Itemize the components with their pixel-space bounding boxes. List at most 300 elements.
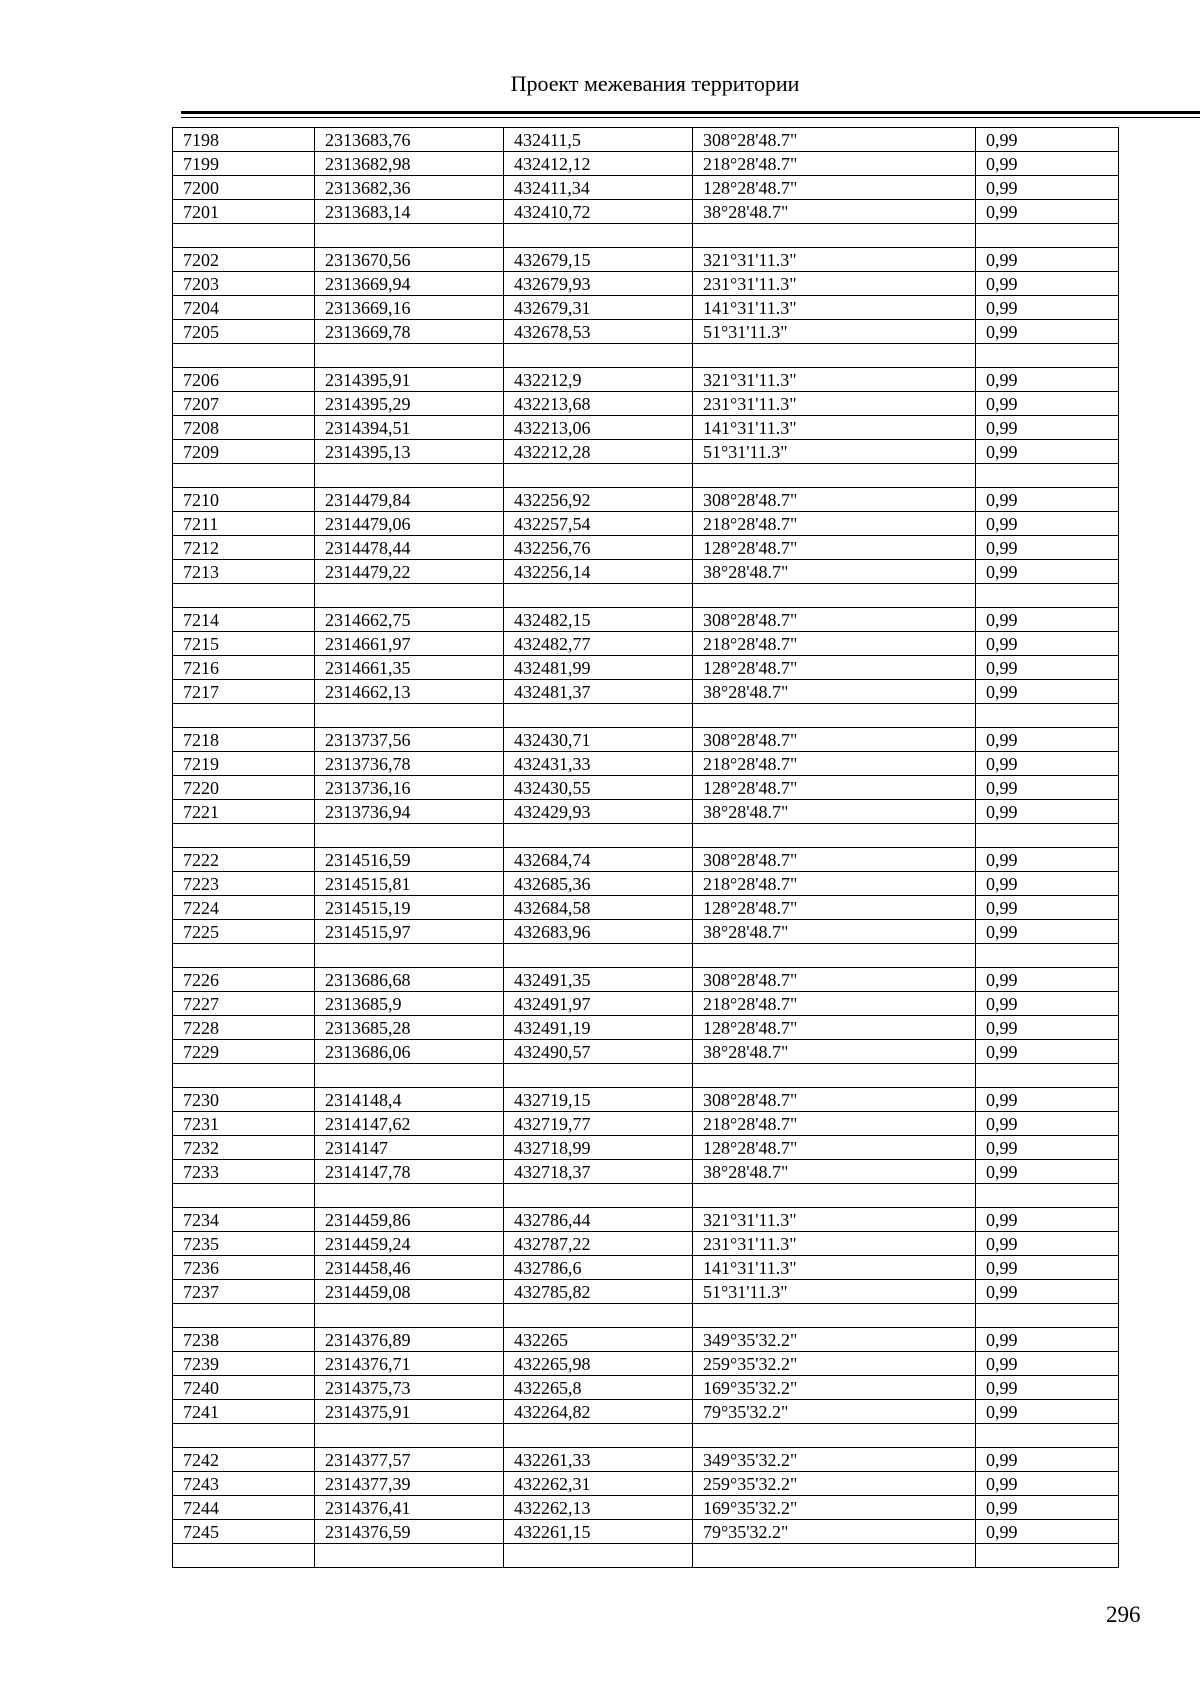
cell-y-coordinate: 432257,54 [504, 512, 693, 536]
table-row [173, 1136, 1119, 1160]
cell-y-coordinate: 432491,35 [504, 968, 693, 992]
cell-point-number: 7215 [173, 632, 315, 656]
cell-x-coordinate [315, 224, 504, 248]
cell-direction-angle: 308°28'48.7" [693, 488, 976, 512]
cell-direction-angle: 128°28'48.7" [693, 656, 976, 680]
cell-x-coordinate [315, 1184, 504, 1208]
cell-x-coordinate [315, 584, 504, 608]
cell-point-number: 7203 [173, 272, 315, 296]
cell-direction-angle: 128°28'48.7" [693, 536, 976, 560]
cell-direction-angle [693, 1184, 976, 1208]
cell-y-coordinate: 432786,6 [504, 1256, 693, 1280]
cell-distance [976, 1304, 1119, 1328]
cell-distance [976, 584, 1119, 608]
cell-point-number: 7213 [173, 560, 315, 584]
cell-y-coordinate: 432786,44 [504, 1208, 693, 1232]
table-row [173, 776, 1119, 800]
cell-point-number: 7209 [173, 440, 315, 464]
cell-point-number: 7229 [173, 1040, 315, 1064]
table-row [173, 416, 1119, 440]
cell-direction-angle [693, 944, 976, 968]
cell-distance [976, 1544, 1119, 1568]
cell-direction-angle: 38°28'48.7" [693, 1040, 976, 1064]
cell-direction-angle: 308°28'48.7" [693, 728, 976, 752]
cell-point-number: 7242 [173, 1448, 315, 1472]
cell-distance: 0,99 [976, 1448, 1119, 1472]
cell-x-coordinate: 2314376,41 [315, 1496, 504, 1520]
cell-y-coordinate [504, 464, 693, 488]
table-row [173, 1424, 1119, 1448]
cell-distance: 0,99 [976, 1280, 1119, 1304]
table-row [173, 680, 1119, 704]
cell-x-coordinate [315, 1544, 504, 1568]
cell-point-number: 7236 [173, 1256, 315, 1280]
cell-distance: 0,99 [976, 848, 1119, 872]
cell-point-number [173, 1304, 315, 1328]
cell-point-number: 7201 [173, 200, 315, 224]
table-row [173, 584, 1119, 608]
cell-direction-angle: 128°28'48.7" [693, 896, 976, 920]
cell-y-coordinate: 432262,13 [504, 1496, 693, 1520]
cell-y-coordinate: 432679,31 [504, 296, 693, 320]
cell-point-number: 7207 [173, 392, 315, 416]
cell-direction-angle: 218°28'48.7" [693, 152, 976, 176]
table-row [173, 176, 1119, 200]
cell-x-coordinate: 2314478,44 [315, 536, 504, 560]
cell-distance: 0,99 [976, 1400, 1119, 1424]
cell-y-coordinate: 432678,53 [504, 320, 693, 344]
cell-x-coordinate [315, 464, 504, 488]
cell-distance: 0,99 [976, 1016, 1119, 1040]
table-row [173, 248, 1119, 272]
cell-point-number: 7239 [173, 1352, 315, 1376]
cell-x-coordinate: 2313669,16 [315, 296, 504, 320]
cell-x-coordinate: 2313682,36 [315, 176, 504, 200]
table-row [173, 1520, 1119, 1544]
cell-x-coordinate: 2314377,57 [315, 1448, 504, 1472]
cell-point-number: 7199 [173, 152, 315, 176]
cell-y-coordinate [504, 1184, 693, 1208]
table-row [173, 1064, 1119, 1088]
cell-distance: 0,99 [976, 1208, 1119, 1232]
cell-direction-angle: 349°35'32.2" [693, 1328, 976, 1352]
cell-y-coordinate: 432491,19 [504, 1016, 693, 1040]
cell-direction-angle: 38°28'48.7" [693, 560, 976, 584]
table-row [173, 272, 1119, 296]
cell-point-number [173, 944, 315, 968]
cell-distance: 0,99 [976, 1136, 1119, 1160]
cell-distance: 0,99 [976, 1160, 1119, 1184]
table-row [173, 872, 1119, 896]
cell-y-coordinate: 432481,37 [504, 680, 693, 704]
cell-y-coordinate [504, 224, 693, 248]
cell-x-coordinate: 2314459,24 [315, 1232, 504, 1256]
cell-x-coordinate: 2313737,56 [315, 728, 504, 752]
cell-direction-angle: 259°35'32.2" [693, 1352, 976, 1376]
table-row [173, 1184, 1119, 1208]
cell-direction-angle: 308°28'48.7" [693, 608, 976, 632]
cell-direction-angle: 38°28'48.7" [693, 680, 976, 704]
cell-x-coordinate [315, 1424, 504, 1448]
cell-x-coordinate: 2314377,39 [315, 1472, 504, 1496]
cell-point-number: 7243 [173, 1472, 315, 1496]
cell-point-number: 7212 [173, 536, 315, 560]
cell-distance: 0,99 [976, 656, 1119, 680]
cell-x-coordinate [315, 344, 504, 368]
cell-x-coordinate [315, 944, 504, 968]
cell-x-coordinate: 2313685,9 [315, 992, 504, 1016]
table-row [173, 152, 1119, 176]
cell-point-number [173, 1064, 315, 1088]
cell-distance: 0,99 [976, 416, 1119, 440]
cell-point-number [173, 464, 315, 488]
cell-point-number: 7222 [173, 848, 315, 872]
cell-point-number [173, 584, 315, 608]
cell-distance [976, 1424, 1119, 1448]
cell-point-number: 7204 [173, 296, 315, 320]
cell-x-coordinate: 2313683,76 [315, 128, 504, 152]
cell-x-coordinate: 2314661,35 [315, 656, 504, 680]
table-row [173, 488, 1119, 512]
cell-point-number: 7244 [173, 1496, 315, 1520]
table-row [173, 968, 1119, 992]
table-row [173, 1208, 1119, 1232]
cell-y-coordinate [504, 1304, 693, 1328]
cell-direction-angle: 308°28'48.7" [693, 968, 976, 992]
cell-x-coordinate: 2314662,13 [315, 680, 504, 704]
cell-y-coordinate: 432490,57 [504, 1040, 693, 1064]
cell-distance: 0,99 [976, 176, 1119, 200]
table-row [173, 1472, 1119, 1496]
cell-direction-angle: 349°35'32.2" [693, 1448, 976, 1472]
cell-distance: 0,99 [976, 248, 1119, 272]
cell-direction-angle: 51°31'11.3" [693, 1280, 976, 1304]
cell-direction-angle: 308°28'48.7" [693, 848, 976, 872]
cell-y-coordinate [504, 1424, 693, 1448]
cell-direction-angle: 321°31'11.3" [693, 1208, 976, 1232]
page-number: 296 [1106, 1602, 1141, 1627]
cell-distance [976, 464, 1119, 488]
table-row [173, 512, 1119, 536]
cell-direction-angle [693, 584, 976, 608]
cell-point-number: 7233 [173, 1160, 315, 1184]
cell-point-number: 7223 [173, 872, 315, 896]
cell-point-number: 7214 [173, 608, 315, 632]
cell-distance [976, 704, 1119, 728]
table-row [173, 1544, 1119, 1568]
cell-direction-angle: 79°35'32.2" [693, 1520, 976, 1544]
cell-x-coordinate: 2314459,86 [315, 1208, 504, 1232]
cell-distance: 0,99 [976, 992, 1119, 1016]
cell-y-coordinate: 432411,5 [504, 128, 693, 152]
table-row [173, 224, 1119, 248]
coordinates-table [172, 127, 1119, 1568]
table-row [173, 560, 1119, 584]
cell-point-number: 7206 [173, 368, 315, 392]
cell-direction-angle: 231°31'11.3" [693, 392, 976, 416]
cell-x-coordinate [315, 704, 504, 728]
cell-direction-angle [693, 344, 976, 368]
cell-y-coordinate: 432256,76 [504, 536, 693, 560]
cell-y-coordinate: 432785,82 [504, 1280, 693, 1304]
cell-x-coordinate: 2314515,81 [315, 872, 504, 896]
coordinates-table-body [173, 128, 1119, 1568]
cell-y-coordinate: 432265,98 [504, 1352, 693, 1376]
cell-y-coordinate: 432212,28 [504, 440, 693, 464]
table-row [173, 536, 1119, 560]
cell-y-coordinate [504, 584, 693, 608]
cell-point-number [173, 224, 315, 248]
cell-x-coordinate: 2313669,94 [315, 272, 504, 296]
cell-direction-angle: 218°28'48.7" [693, 992, 976, 1016]
table-row [173, 1496, 1119, 1520]
cell-point-number: 7211 [173, 512, 315, 536]
cell-y-coordinate: 432412,12 [504, 152, 693, 176]
cell-x-coordinate: 2314375,91 [315, 1400, 504, 1424]
cell-y-coordinate: 432264,82 [504, 1400, 693, 1424]
header-rule-thin [181, 117, 1200, 118]
cell-direction-angle: 169°35'32.2" [693, 1496, 976, 1520]
table-row [173, 368, 1119, 392]
table-row [173, 1112, 1119, 1136]
cell-direction-angle [693, 1424, 976, 1448]
cell-point-number: 7226 [173, 968, 315, 992]
table-row [173, 1448, 1119, 1472]
cell-x-coordinate: 2313685,28 [315, 1016, 504, 1040]
table-row [173, 1160, 1119, 1184]
table-row [173, 800, 1119, 824]
cell-y-coordinate: 432684,74 [504, 848, 693, 872]
table-row [173, 1280, 1119, 1304]
cell-distance: 0,99 [976, 896, 1119, 920]
cell-x-coordinate: 2314479,84 [315, 488, 504, 512]
cell-distance: 0,99 [976, 1328, 1119, 1352]
cell-point-number: 7232 [173, 1136, 315, 1160]
cell-distance: 0,99 [976, 488, 1119, 512]
cell-point-number [173, 344, 315, 368]
cell-direction-angle: 128°28'48.7" [693, 1016, 976, 1040]
cell-y-coordinate: 432430,71 [504, 728, 693, 752]
cell-y-coordinate: 432683,96 [504, 920, 693, 944]
table-row [173, 392, 1119, 416]
cell-direction-angle: 218°28'48.7" [693, 752, 976, 776]
cell-point-number [173, 1184, 315, 1208]
table-row [173, 848, 1119, 872]
cell-direction-angle: 38°28'48.7" [693, 200, 976, 224]
table-row [173, 656, 1119, 680]
cell-distance: 0,99 [976, 1376, 1119, 1400]
cell-y-coordinate: 432265 [504, 1328, 693, 1352]
cell-x-coordinate: 2314515,19 [315, 896, 504, 920]
table-row [173, 632, 1119, 656]
cell-direction-angle: 218°28'48.7" [693, 1112, 976, 1136]
cell-direction-angle: 38°28'48.7" [693, 800, 976, 824]
table-row [173, 752, 1119, 776]
cell-y-coordinate: 432685,36 [504, 872, 693, 896]
cell-y-coordinate: 432213,06 [504, 416, 693, 440]
cell-x-coordinate: 2314458,46 [315, 1256, 504, 1280]
cell-point-number: 7208 [173, 416, 315, 440]
cell-distance: 0,99 [976, 1256, 1119, 1280]
cell-point-number: 7219 [173, 752, 315, 776]
cell-direction-angle [693, 1544, 976, 1568]
cell-y-coordinate: 432212,9 [504, 368, 693, 392]
cell-direction-angle: 321°31'11.3" [693, 368, 976, 392]
cell-point-number: 7231 [173, 1112, 315, 1136]
cell-x-coordinate [315, 1304, 504, 1328]
cell-x-coordinate [315, 824, 504, 848]
table-row [173, 728, 1119, 752]
cell-direction-angle: 308°28'48.7" [693, 1088, 976, 1112]
table-row [173, 464, 1119, 488]
cell-direction-angle: 259°35'32.2" [693, 1472, 976, 1496]
cell-x-coordinate: 2314479,06 [315, 512, 504, 536]
cell-y-coordinate [504, 704, 693, 728]
cell-direction-angle [693, 824, 976, 848]
cell-distance: 0,99 [976, 752, 1119, 776]
cell-y-coordinate: 432431,33 [504, 752, 693, 776]
cell-distance [976, 824, 1119, 848]
cell-direction-angle: 141°31'11.3" [693, 1256, 976, 1280]
cell-x-coordinate: 2314375,73 [315, 1376, 504, 1400]
cell-x-coordinate: 2314376,71 [315, 1352, 504, 1376]
table-row [173, 1376, 1119, 1400]
cell-y-coordinate: 432684,58 [504, 896, 693, 920]
cell-y-coordinate: 432491,97 [504, 992, 693, 1016]
cell-point-number: 7224 [173, 896, 315, 920]
table-row [173, 1304, 1119, 1328]
cell-x-coordinate: 2313670,56 [315, 248, 504, 272]
table-row [173, 1256, 1119, 1280]
page-header-title: Проект межевания территории [510, 71, 800, 96]
cell-point-number: 7217 [173, 680, 315, 704]
cell-x-coordinate: 2313682,98 [315, 152, 504, 176]
cell-y-coordinate: 432261,15 [504, 1520, 693, 1544]
cell-x-coordinate: 2314395,29 [315, 392, 504, 416]
cell-y-coordinate [504, 824, 693, 848]
cell-y-coordinate: 432430,55 [504, 776, 693, 800]
cell-direction-angle: 141°31'11.3" [693, 416, 976, 440]
cell-direction-angle: 218°28'48.7" [693, 632, 976, 656]
cell-distance: 0,99 [976, 968, 1119, 992]
cell-y-coordinate: 432410,72 [504, 200, 693, 224]
cell-x-coordinate: 2314376,59 [315, 1520, 504, 1544]
cell-point-number: 7241 [173, 1400, 315, 1424]
cell-x-coordinate: 2314661,97 [315, 632, 504, 656]
cell-y-coordinate: 432213,68 [504, 392, 693, 416]
cell-y-coordinate: 432256,92 [504, 488, 693, 512]
cell-distance: 0,99 [976, 272, 1119, 296]
cell-x-coordinate: 2314148,4 [315, 1088, 504, 1112]
cell-distance: 0,99 [976, 152, 1119, 176]
cell-x-coordinate: 2313669,78 [315, 320, 504, 344]
cell-point-number: 7234 [173, 1208, 315, 1232]
cell-distance: 0,99 [976, 1088, 1119, 1112]
cell-point-number: 7198 [173, 128, 315, 152]
cell-x-coordinate [315, 1064, 504, 1088]
cell-distance [976, 1184, 1119, 1208]
cell-direction-angle: 231°31'11.3" [693, 1232, 976, 1256]
cell-point-number: 7240 [173, 1376, 315, 1400]
cell-distance: 0,99 [976, 1112, 1119, 1136]
cell-x-coordinate: 2314479,22 [315, 560, 504, 584]
cell-x-coordinate: 2314395,13 [315, 440, 504, 464]
cell-point-number: 7218 [173, 728, 315, 752]
table-row [173, 992, 1119, 1016]
cell-point-number: 7216 [173, 656, 315, 680]
cell-distance: 0,99 [976, 1520, 1119, 1544]
table-row [173, 944, 1119, 968]
cell-direction-angle: 51°31'11.3" [693, 440, 976, 464]
cell-direction-angle: 218°28'48.7" [693, 872, 976, 896]
cell-y-coordinate: 432256,14 [504, 560, 693, 584]
table-row [173, 296, 1119, 320]
cell-x-coordinate: 2313683,14 [315, 200, 504, 224]
table-row [173, 824, 1119, 848]
cell-y-coordinate [504, 1064, 693, 1088]
cell-x-coordinate: 2313736,16 [315, 776, 504, 800]
table-row [173, 704, 1119, 728]
table-row [173, 608, 1119, 632]
cell-point-number: 7227 [173, 992, 315, 1016]
cell-y-coordinate: 432718,37 [504, 1160, 693, 1184]
table-row [173, 1016, 1119, 1040]
cell-point-number [173, 1424, 315, 1448]
cell-direction-angle: 128°28'48.7" [693, 1136, 976, 1160]
cell-y-coordinate: 432718,99 [504, 1136, 693, 1160]
cell-y-coordinate [504, 344, 693, 368]
cell-y-coordinate: 432679,15 [504, 248, 693, 272]
table-row [173, 1328, 1119, 1352]
cell-distance: 0,99 [976, 1496, 1119, 1520]
cell-distance: 0,99 [976, 776, 1119, 800]
cell-distance: 0,99 [976, 800, 1119, 824]
cell-distance: 0,99 [976, 1352, 1119, 1376]
cell-direction-angle: 218°28'48.7" [693, 512, 976, 536]
table-row [173, 344, 1119, 368]
cell-distance: 0,99 [976, 1472, 1119, 1496]
cell-distance [976, 944, 1119, 968]
cell-direction-angle: 128°28'48.7" [693, 776, 976, 800]
cell-distance: 0,99 [976, 440, 1119, 464]
table-row [173, 1040, 1119, 1064]
cell-y-coordinate: 432719,15 [504, 1088, 693, 1112]
cell-distance: 0,99 [976, 632, 1119, 656]
cell-x-coordinate: 2314147,62 [315, 1112, 504, 1136]
cell-x-coordinate: 2314515,97 [315, 920, 504, 944]
cell-point-number [173, 704, 315, 728]
table-row [173, 1400, 1119, 1424]
cell-direction-angle: 141°31'11.3" [693, 296, 976, 320]
cell-y-coordinate: 432787,22 [504, 1232, 693, 1256]
cell-x-coordinate: 2314376,89 [315, 1328, 504, 1352]
cell-direction-angle: 79°35'32.2" [693, 1400, 976, 1424]
cell-distance [976, 224, 1119, 248]
cell-distance [976, 1064, 1119, 1088]
cell-point-number: 7228 [173, 1016, 315, 1040]
cell-point-number: 7238 [173, 1328, 315, 1352]
cell-x-coordinate: 2313686,68 [315, 968, 504, 992]
cell-y-coordinate: 432262,31 [504, 1472, 693, 1496]
cell-y-coordinate: 432482,15 [504, 608, 693, 632]
header-rule-thick [181, 111, 1200, 114]
cell-distance: 0,99 [976, 872, 1119, 896]
table-row [173, 320, 1119, 344]
cell-y-coordinate: 432679,93 [504, 272, 693, 296]
cell-x-coordinate: 2314147,78 [315, 1160, 504, 1184]
cell-point-number: 7225 [173, 920, 315, 944]
cell-direction-angle [693, 1064, 976, 1088]
